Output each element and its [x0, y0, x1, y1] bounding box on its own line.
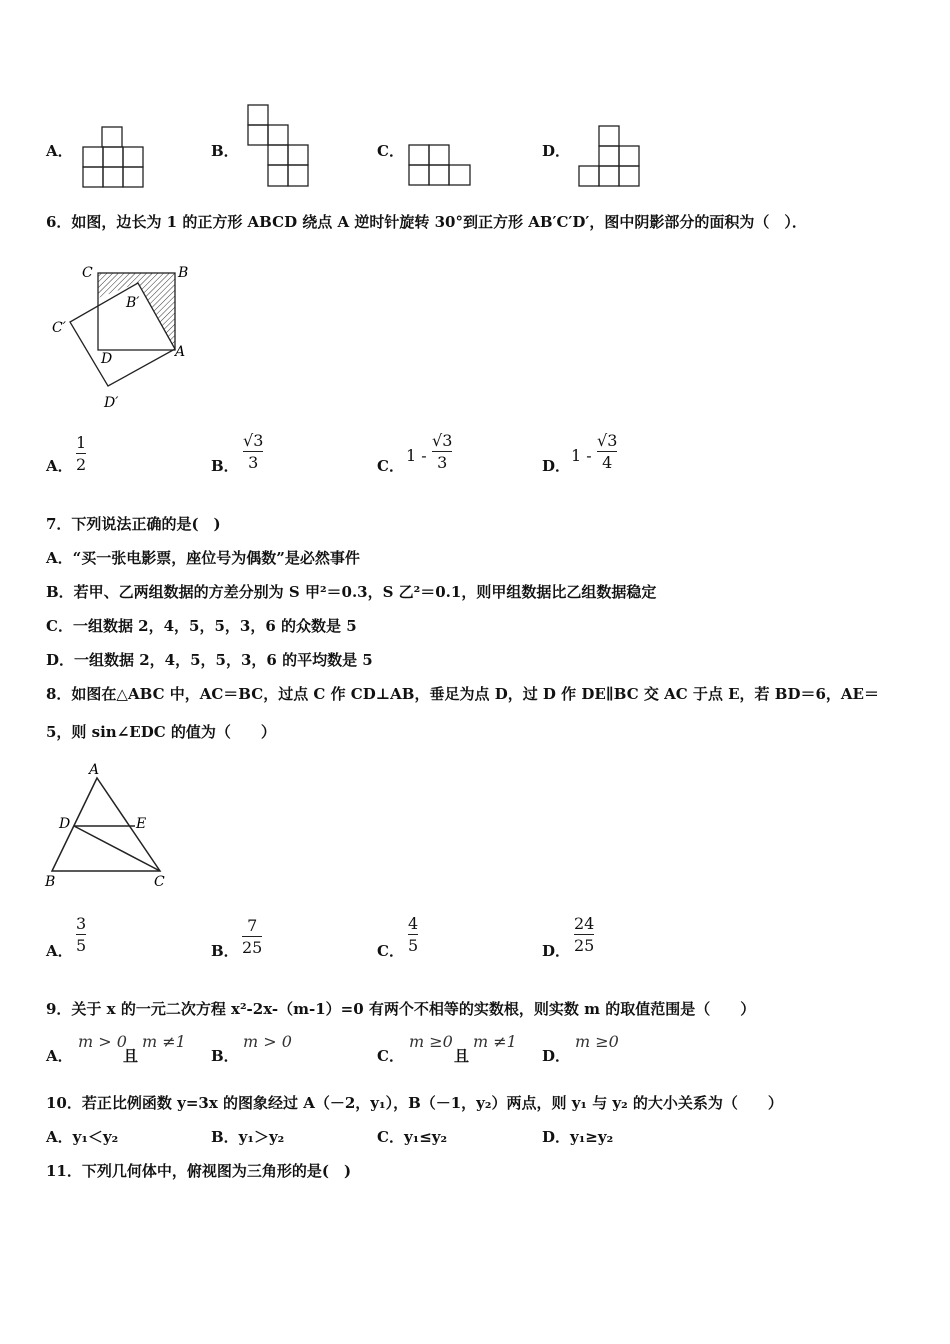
q10-option-b: B．y₁＞y₂: [211, 1128, 285, 1146]
numerator: 3: [76, 914, 87, 933]
numerator: 1: [76, 433, 87, 452]
q8-stem-line2: 5，则 sin∠EDC 的值为（ ）: [46, 723, 276, 741]
q5-option-b-label: B．: [211, 142, 239, 160]
q8-option-b-label: B．: [211, 942, 239, 960]
q9-option-b-label: B．: [211, 1047, 239, 1065]
q6-stem: 6．如图，边长为 1 的正方形 ABCD 绕点 A 逆时针旋转 30°到正方形 AB′C′D′，图中阴影部分的面积为（ ）．: [46, 213, 807, 231]
q8-label-e: E: [136, 816, 147, 832]
q6-option-d-prefix: 1 -: [571, 446, 592, 465]
numerator: 7: [247, 916, 258, 935]
q6-label-c-prime: C′: [52, 320, 66, 336]
q6-option-d-label: D．: [542, 457, 571, 475]
q10-option-c: C．y₁≤y₂: [377, 1128, 448, 1146]
q5-option-c-label: C．: [377, 142, 404, 160]
q7-option-d: D．一组数据 2，4，5，5，3，6 的平均数是 5: [46, 651, 373, 669]
q11-stem: 11．下列几何体中，俯视图为三角形的是( ): [46, 1162, 352, 1180]
q7-option-a: A．“买一张电影票，座位号为偶数”是必然事件: [46, 549, 360, 567]
q9-option-a-expr1: m > 0: [78, 1032, 127, 1051]
denominator: 5: [408, 936, 419, 955]
denominator: 25: [574, 936, 595, 955]
q9-option-c-expr2: m ≠1: [473, 1032, 517, 1051]
q8-label-a: A: [89, 762, 100, 778]
q10-stem: 10．若正比例函数 y=3x 的图象经过 A（－2，y₁），B（－1，y₂）两点，则 y₁ 与 y₂ 的大小关系为（ ）: [46, 1094, 783, 1112]
q6-figure: [50, 262, 195, 412]
q5-option-d-label: D．: [542, 142, 571, 160]
q6-label-c: C: [82, 265, 93, 281]
q6-label-d: D: [101, 351, 113, 367]
q7-option-b: B．若甲、乙两组数据的方差分别为 S 甲²＝0.3，S 乙²＝0.1，则甲组数据比乙组数据稳定: [46, 583, 657, 601]
q9-option-d-expr1: m ≥0: [575, 1032, 619, 1051]
q9-option-a-expr2: m ≠1: [142, 1032, 186, 1051]
q9-stem: 9．关于 x 的一元二次方程 x²-2x-（m-1）=0 有两个不相等的实数根，则实数 m 的取值范围是（ ）: [46, 1000, 756, 1018]
q10-option-d: D．y₁≥y₂: [542, 1128, 614, 1146]
q8-option-c-fraction: [408, 914, 418, 955]
q8-figure: [42, 760, 172, 890]
denominator: 2: [76, 455, 87, 474]
q8-option-d-label: D．: [542, 942, 571, 960]
q9-option-b-expr1: m > 0: [243, 1032, 292, 1051]
numerator: √3: [432, 431, 453, 450]
q6-label-b: B: [178, 265, 189, 281]
q8-option-c-label: C．: [377, 942, 404, 960]
q6-option-b-label: B．: [211, 457, 239, 475]
q8-label-b: B: [45, 874, 56, 890]
q5-option-a-label: A．: [46, 142, 73, 160]
q9-option-d-label: D．: [542, 1047, 571, 1065]
q8-label-c: C: [154, 874, 165, 890]
q8-stem-line1: 8．如图在△ABC 中，AC＝BC，过点 C 作 CD⊥AB，垂足为点 D，过 D 作 DE∥BC 交 AC 于点 E，若 BD＝6，AE＝: [46, 685, 879, 703]
q8-option-d-fraction: [574, 914, 594, 955]
denominator: 5: [76, 936, 87, 955]
q5-option-d-figure: [578, 125, 642, 189]
q6-label-a: A: [175, 344, 186, 360]
q6-label-d-prime: D′: [104, 395, 119, 411]
q8-option-b-fraction: [242, 916, 262, 957]
denominator: 4: [602, 453, 613, 472]
q6-option-d-fraction: [597, 431, 617, 472]
q6-option-c-label: C．: [377, 457, 404, 475]
q6-label-b-prime: B′: [126, 295, 140, 311]
q9-option-c-expr1: m ≥0: [409, 1032, 453, 1051]
q9-option-c-label: C．: [377, 1047, 404, 1065]
q9-option-a-conj: 且: [123, 1047, 139, 1065]
q5-option-b-figure: [247, 104, 309, 188]
q6-option-c-fraction: [432, 431, 452, 472]
q8-option-a-fraction: [76, 914, 86, 955]
denominator: 25: [242, 938, 263, 957]
q8-option-a-label: A．: [46, 942, 73, 960]
denominator: 3: [248, 453, 259, 472]
q6-option-c-prefix: 1 -: [406, 446, 427, 465]
q9-option-a-label: A．: [46, 1047, 73, 1065]
numerator: 24: [574, 914, 595, 933]
q7-stem: 7．下列说法正确的是( ): [46, 515, 221, 533]
denominator: 3: [437, 453, 448, 472]
q10-option-a: A．y₁＜y₂: [46, 1128, 119, 1146]
numerator: √3: [243, 431, 264, 450]
q6-option-a-fraction: [76, 433, 86, 474]
q6-option-b-fraction: [243, 431, 263, 472]
q5-option-a-figure: [82, 126, 144, 188]
numerator: 4: [408, 914, 419, 933]
q9-option-c-conj: 且: [454, 1047, 470, 1065]
numerator: √3: [597, 431, 618, 450]
q8-label-d: D: [59, 816, 71, 832]
q5-option-c-figure: [408, 144, 472, 188]
q7-option-c: C．一组数据 2，4，5，5，3，6 的众数是 5: [46, 617, 357, 635]
q6-option-a-label: A．: [46, 457, 73, 475]
